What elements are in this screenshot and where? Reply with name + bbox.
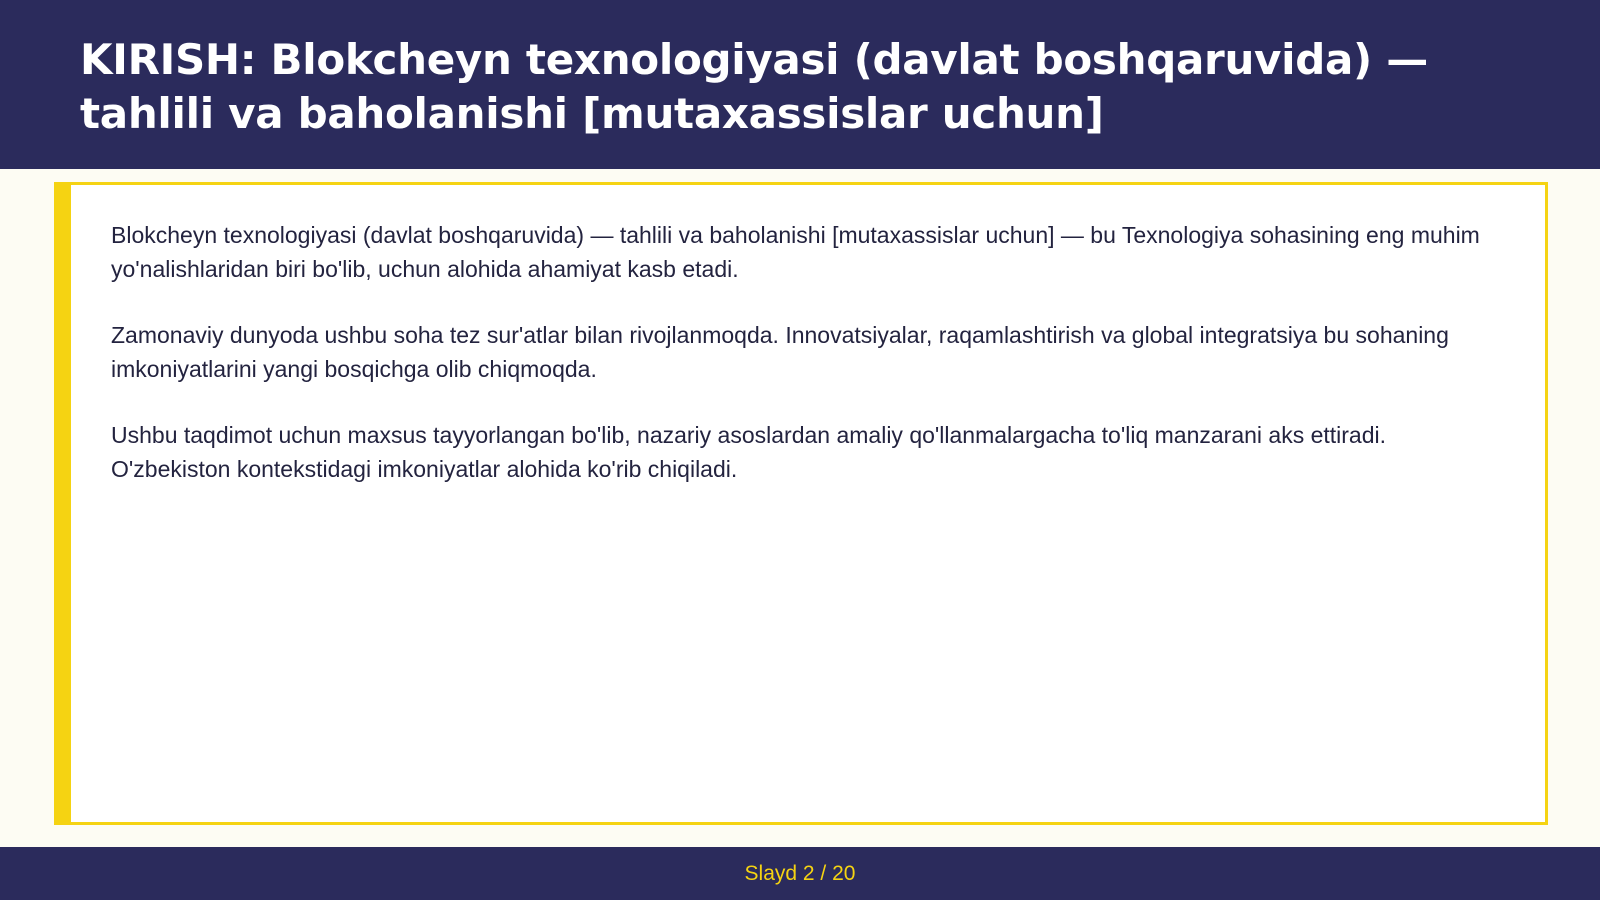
modern-world-paragraph: Zamonaviy dunyoda ushbu soha tez sur'atlar bilan rivojlanmoqda. Innovatsiyalar, raqamlashtirish va global integratsiya bu sohaning imkoniyatlarini yangi bosqichga olib chiqmoqda. — [111, 322, 1449, 382]
slide-counter: Slayd 2 / 20 — [744, 862, 856, 885]
slide-header — [0, 0, 1600, 169]
presentation-purpose-paragraph: Ushbu taqdimot uchun maxsus tayyorlangan bo'lib, nazariy asoslardan amaliy qo'llanmalargacha to'liq manzarani aks ettiradi. O'zbekiston kontekstidagi imkoniyatlar alohida ko'rib chiqiladi. — [111, 422, 1387, 482]
intro-paragraph: Blokcheyn texnologiyasi (davlat boshqaruvida) — tahlili va baholanishi [mutaxassislar uchun] — bu Texnologiya sohasining eng muhim yo'nalishlaridan biri bo'lib, uchun alohida ahamiyat kasb etadi. — [111, 222, 1480, 282]
content-card — [54, 182, 1548, 825]
slide-footer — [0, 847, 1600, 900]
slide-title: KIRISH: Blokcheyn texnologiyasi (davlat boshqaruvida) — tahlili va baholanishi [mutaxassislar uchun] — [80, 35, 1428, 138]
